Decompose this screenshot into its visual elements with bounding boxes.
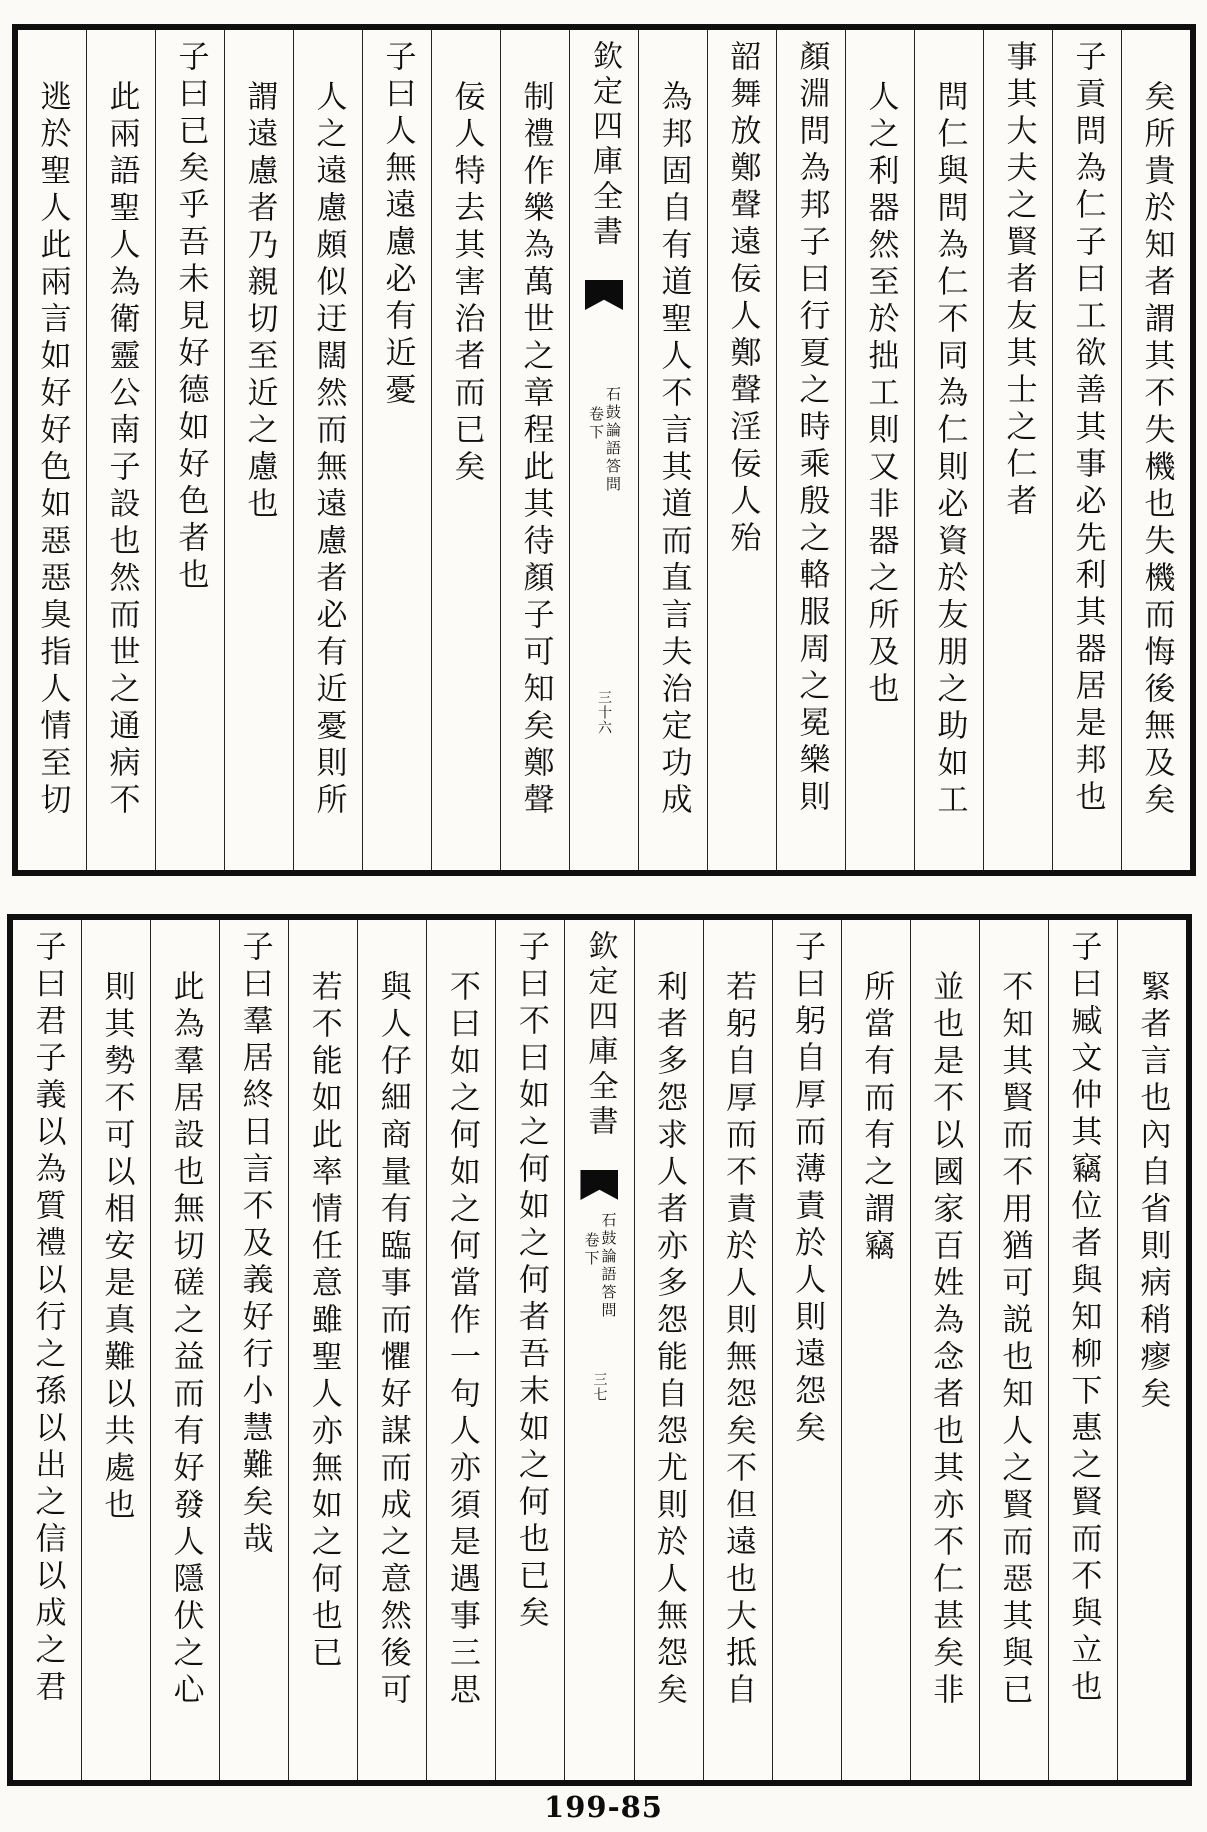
volume-label: 卷下 xyxy=(587,406,605,442)
text-column xyxy=(495,920,564,1780)
banxin-subtitle xyxy=(588,386,620,494)
column-text: 緊者言也內自省則病稍瘳矣 xyxy=(1134,970,1171,1414)
column-text: 利者多怨求人者亦多怨能自怨尤則於人無怨矣 xyxy=(651,970,688,1710)
column-text: 子貢問為仁子曰工欲善其事必先利其器居是邦也 xyxy=(1069,40,1106,817)
book-title: 石鼓論語答問 xyxy=(604,386,622,494)
column-text: 不知其賢而不用猶可説也知人之賢而惡其與已 xyxy=(996,970,1033,1710)
text-column xyxy=(1117,920,1186,1780)
text-column xyxy=(288,920,357,1780)
text-column xyxy=(638,30,707,870)
fishtail-mark-icon xyxy=(580,1170,618,1200)
column-text: 並也是不以國家百姓為念者也其亦不仁甚矣非 xyxy=(927,970,964,1710)
text-column xyxy=(86,30,155,870)
banxin-center-column xyxy=(569,30,638,870)
text-column xyxy=(703,920,772,1780)
text-column xyxy=(1048,920,1117,1780)
text-column xyxy=(426,920,495,1780)
column-text: 逃於聖人此兩言如好好色如惡惡臭指人情至切 xyxy=(34,80,71,820)
text-column xyxy=(219,920,288,1780)
column-text: 問仁與問為仁不同為仁則必資於友朋之助如工 xyxy=(931,80,968,820)
column-text: 矣所貴於知者謂其不失機也失機而悔後無及矣 xyxy=(1138,80,1175,820)
column-text: 為邦固自有道聖人不言其道而直言夫治定功成 xyxy=(655,80,692,820)
text-column xyxy=(293,30,362,870)
fishtail-mark-icon xyxy=(585,280,623,310)
book-title: 石鼓論語答問 xyxy=(599,1212,618,1320)
column-text: 此為羣居設也無切磋之益而有好發人隱伏之心 xyxy=(167,970,204,1710)
text-column xyxy=(910,920,979,1780)
column-text: 子曰躬自厚而薄責於人則遠怨矣 xyxy=(789,930,826,1448)
column-text: 人之利器然至於拙工則又非器之所及也 xyxy=(862,80,899,709)
page-block-bottom xyxy=(7,914,1192,1786)
column-text: 顏淵問為邦子曰行夏之時乘殷之輅服周之冕樂則 xyxy=(793,40,830,817)
text-column xyxy=(914,30,983,870)
page-number: 199-85 xyxy=(544,1790,663,1824)
text-column xyxy=(155,30,224,870)
column-text: 子曰臧文仲其竊位者與知柳下惠之賢而不與立也 xyxy=(1065,930,1102,1707)
column-text: 子曰不曰如之何如之何者吾末如之何也已矣 xyxy=(512,930,549,1633)
column-text: 佞人特去其害治者而已矣 xyxy=(448,80,485,487)
page-block-top xyxy=(12,24,1196,876)
text-column xyxy=(431,30,500,870)
text-column xyxy=(1052,30,1121,870)
column-text: 若不能如此率情任意雖聖人亦無如之何也已 xyxy=(305,970,342,1673)
folio-number: 三十六 xyxy=(596,690,612,735)
column-text: 子曰羣居終日言不及義好行小慧難矣哉 xyxy=(236,930,273,1559)
collection-title: 欽定四庫全書 xyxy=(582,930,618,1140)
column-text: 謂遠慮者乃親切至近之慮也 xyxy=(241,80,278,524)
column-text: 子曰君子義以為質禮以行之孫以出之信以成之君 xyxy=(29,930,66,1707)
column-text: 不曰如之何如之何當作一句人亦須是遇事三思 xyxy=(443,970,480,1710)
column-text: 人之遠慮頗似迂闊然而無遠慮者必有近憂則所 xyxy=(310,80,347,820)
text-column xyxy=(13,920,81,1780)
text-column xyxy=(224,30,293,870)
column-text: 與人仔細商量有臨事而懼好謀而成之意然後可 xyxy=(374,970,411,1710)
column-text: 若躬自厚而不責於人則無怨矣不但遠也大抵自 xyxy=(720,970,757,1710)
text-column xyxy=(841,920,910,1780)
text-column xyxy=(150,920,219,1780)
column-text: 則其勢不可以相安是真難以共處也 xyxy=(98,970,135,1525)
text-column xyxy=(979,920,1048,1780)
text-column xyxy=(18,30,86,870)
column-text: 此兩語聖人為衛靈公南子設也然而世之通病不 xyxy=(103,80,140,820)
column-text: 事其大夫之賢者友其士之仁者 xyxy=(1000,40,1037,521)
text-column xyxy=(500,30,569,870)
text-column xyxy=(634,920,703,1780)
text-column xyxy=(1121,30,1190,870)
banxin-subtitle xyxy=(582,1212,618,1320)
text-column xyxy=(772,920,841,1780)
collection-title: 欽定四庫全書 xyxy=(587,40,622,250)
column-text: 所當有而有之謂竊 xyxy=(858,970,895,1266)
column-text: 制禮作樂為萬世之章程此其待顏子可知矣鄭聲 xyxy=(517,80,554,820)
text-column xyxy=(707,30,776,870)
text-column xyxy=(776,30,845,870)
column-text: 韶舞放鄭聲遠佞人鄭聲淫佞人殆 xyxy=(724,40,761,558)
text-column xyxy=(81,920,150,1780)
text-column xyxy=(845,30,914,870)
text-column xyxy=(362,30,431,870)
column-text: 子曰人無遠慮必有近憂 xyxy=(379,40,416,410)
column-text: 子曰已矣乎吾未見好德如好色者也 xyxy=(172,40,209,595)
volume-label: 卷下 xyxy=(582,1232,601,1268)
banxin-center-column xyxy=(564,920,633,1780)
text-column xyxy=(357,920,426,1780)
folio-number: 三七 xyxy=(591,1372,608,1402)
text-column xyxy=(983,30,1052,870)
